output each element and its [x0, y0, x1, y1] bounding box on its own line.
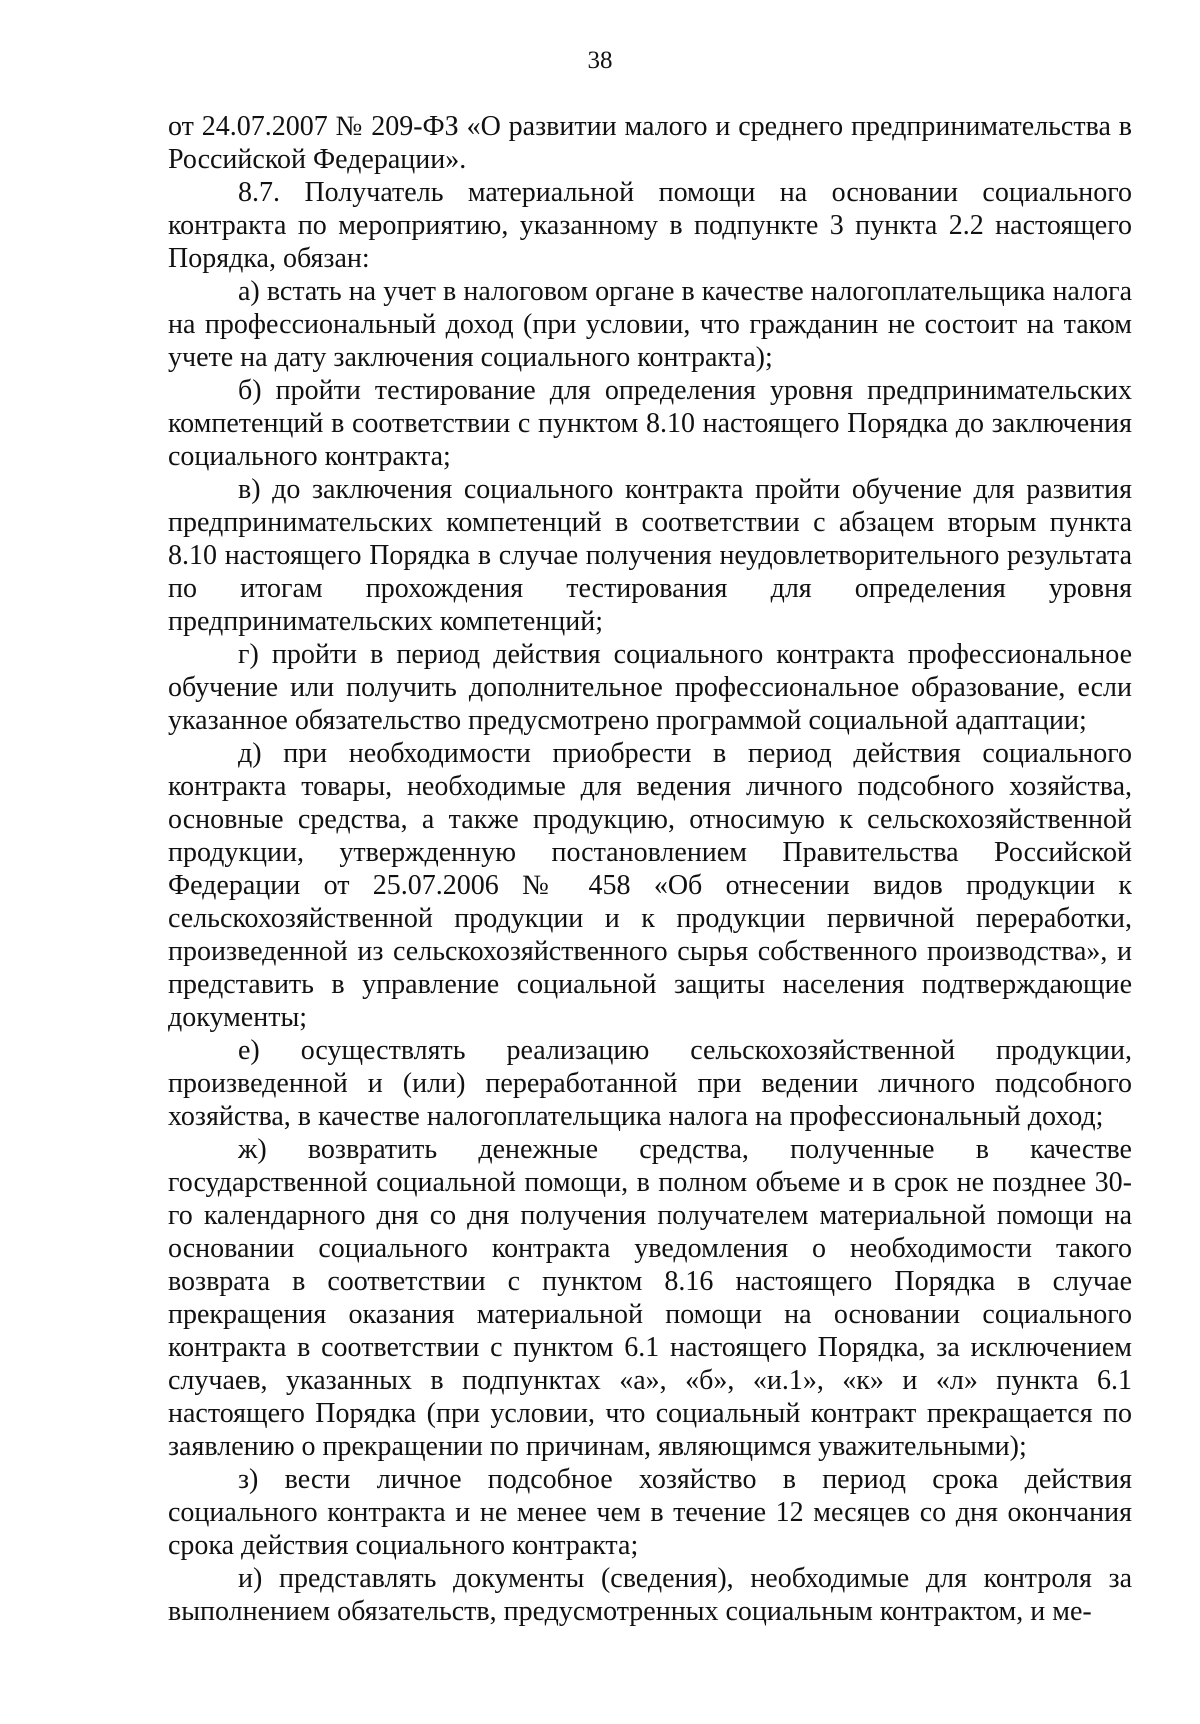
subparagraph-b: б) пройти тестирование для определения уровня предпринимательских компетенций в соответствии с пунктом 8.10 настоящего Порядка до заключения социального контракта; — [168, 375, 1132, 472]
subparagraph-z: з) вести личное подсобное хозяйство в период срока действия социального контракта и не менее чем в течение 12 месяцев со дня окончания срока действия социального контракта; — [168, 1464, 1132, 1561]
subparagraph-a: а) встать на учет в налоговом органе в качестве налогоплательщика налога на профессиональный доход (при условии, что гражданин не состоит на таком учете на дату заключения социального контракта); — [168, 276, 1132, 373]
subparagraph-e: е) осуществлять реализацию сельскохозяйственной продукции, произведенной и (или) переработанной при ведении личного подсобного хозяйства, в качестве налогоплательщика налога на профессиональный доход; — [168, 1035, 1132, 1132]
subparagraph-i: и) представлять документы (сведения), необходимые для контроля за выполнением обязательств, предусмотренных социальным контрактом, и ме- — [168, 1563, 1132, 1627]
paragraph-8-7: 8.7. Получатель материальной помощи на основании социального контракта по мероприятию, указанному в подпункте 3 пункта 2.2 настоящего Порядка, обязан: — [168, 177, 1132, 274]
paragraph-continuation: от 24.07.2007 № 209-ФЗ «О развитии малого и среднего предпринимательства в Российской Федерации». — [168, 111, 1132, 175]
page-number: 38 — [587, 47, 613, 74]
document-body — [168, 110, 1132, 1628]
subparagraph-d: д) при необходимости приобрести в период действия социального контракта товары, необходимые для ведения личного подсобного хозяйства, основные средства, а также продукцию, относимую к сельскохозяйственной продукции, утвержденную постановлением Правительства Российской Федерации от 25.07.2006 № 458 «Об отнесении видов продукции к сельскохозяйственной продукции и к продукции первичной переработки, произведенной из сельскохозяйственного сырья собственного производства», и представить в управление социальной защиты населения подтверждающие документы; — [168, 738, 1132, 1033]
subparagraph-v: в) до заключения социального контракта пройти обучение для развития предпринимательских компетенций в соответствии с абзацем вторым пункта 8.10 настоящего Порядка в случае получения неудовлетворительного результата по итогам прохождения тестирования для определения уровня предпринимательских компетенций; — [168, 474, 1132, 637]
subparagraph-g: г) пройти в период действия социального контракта профессиональное обучение или получить дополнительное профессиональное образование, если указанное обязательство предусмотрено программой социальной адаптации; — [168, 639, 1132, 736]
subparagraph-zh: ж) возвратить денежные средства, полученные в качестве государственной социальной помощи, в полном объеме и в срок не позднее 30-го календарного дня со дня получения получателем материальной помощи на основании социального контракта уведомления о необходимости такого возврата в соответствии с пунктом 8.16 настоящего Порядка в случае прекращения оказания материальной помощи на основании социального контракта в соответствии с пунктом 6.1 настоящего Порядка, за исключением случаев, указанных в подпунктах «а», «б», «и.1», «к» и «л» пункта 6.1 настоящего Порядка (при условии, что социальный контракт прекращается по заявлению о прекращении по причинам, являющимся уважительными); — [168, 1134, 1132, 1462]
